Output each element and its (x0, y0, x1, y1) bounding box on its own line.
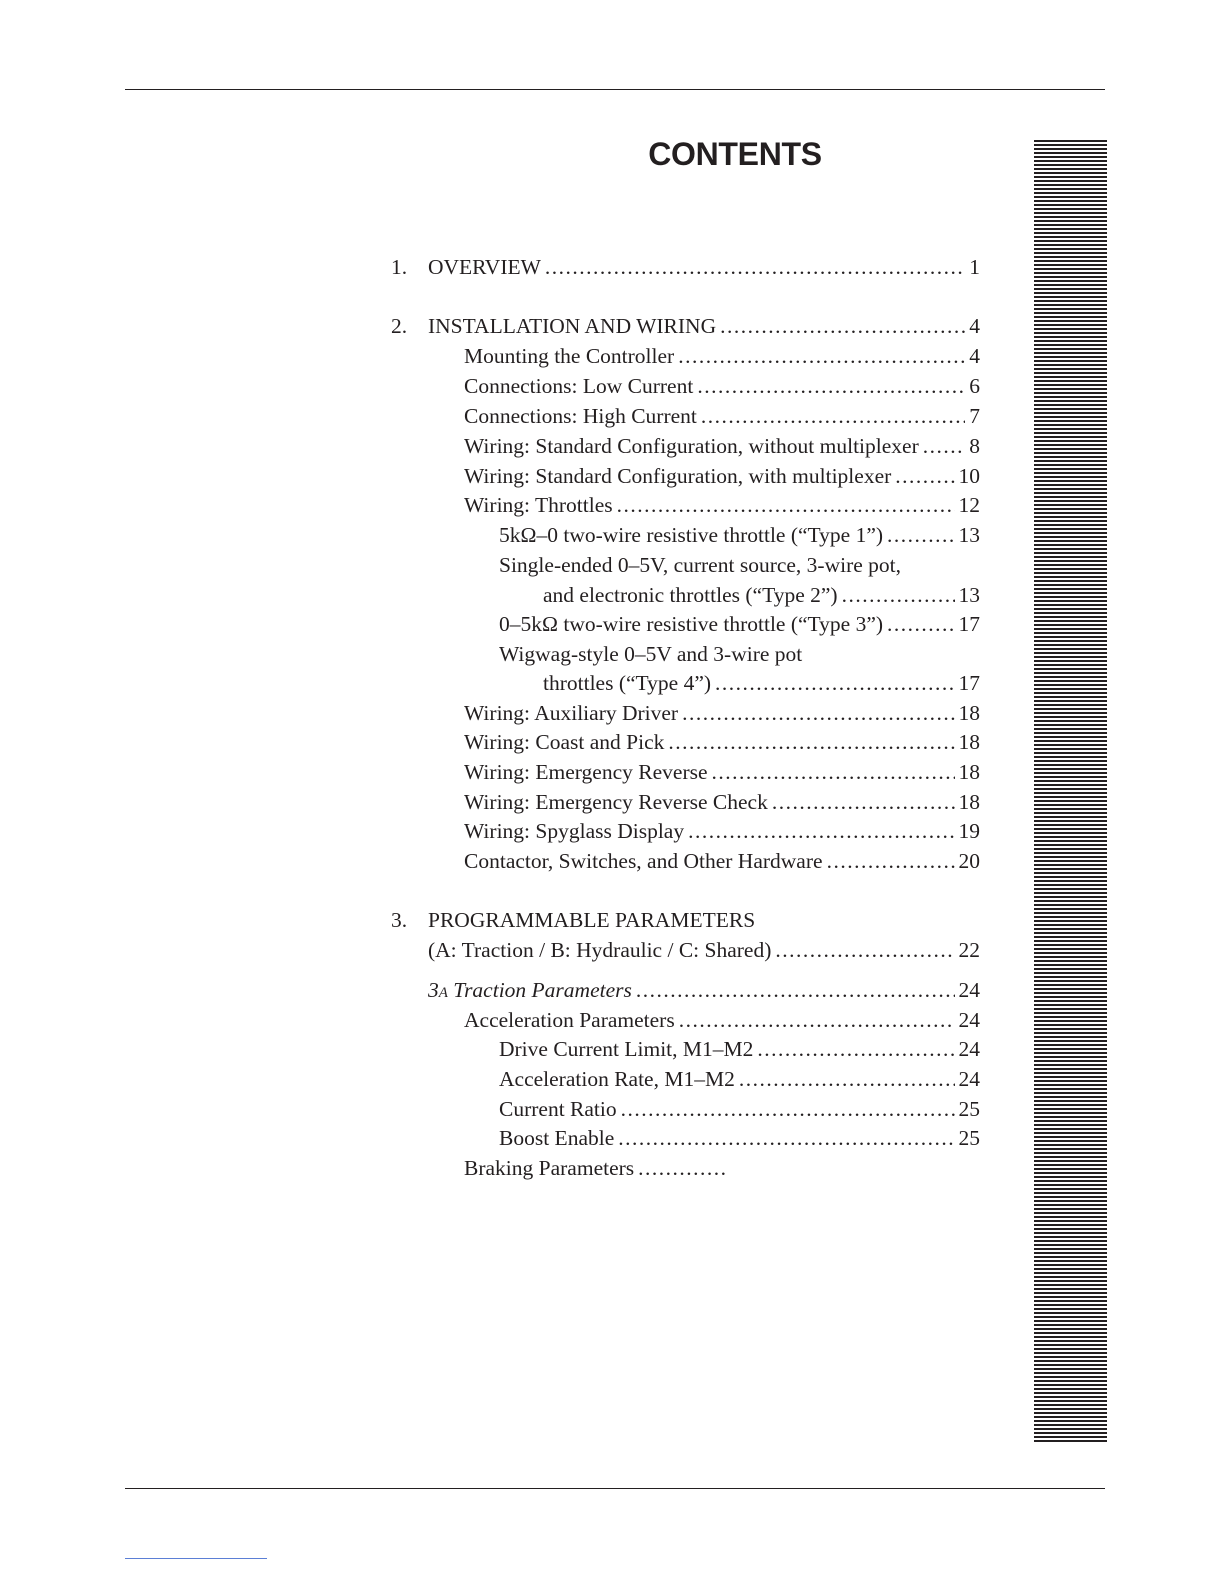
toc-entry-label: Current Ratio (499, 1097, 617, 1121)
toc-entry-label: and electronic throttles (“Type 2”) (543, 583, 838, 607)
dot-leader (678, 341, 965, 371)
toc-page-number: 25 (958, 1097, 980, 1121)
dot-leader (887, 609, 954, 639)
toc-entry[interactable] (464, 490, 980, 520)
toc-entry[interactable] (464, 1005, 980, 1035)
toc-entry[interactable] (499, 1034, 980, 1064)
toc-entry-label: Acceleration Rate, M1–M2 (499, 1067, 735, 1091)
toc-page-number: 4 (969, 314, 980, 338)
section-prefix: 3 (428, 978, 439, 1002)
toc-page-number: 24 (958, 1067, 980, 1091)
dot-leader (895, 461, 954, 491)
toc-entry-label: Braking Parameters (464, 1156, 635, 1180)
toc-page-number: 24 (958, 1008, 980, 1032)
dot-leader (842, 580, 955, 610)
toc-page-number: 24 (958, 978, 980, 1002)
toc-page-number: 1 (969, 255, 980, 279)
bottom-rule (125, 1488, 1105, 1489)
toc-entry[interactable] (464, 816, 980, 846)
toc-entry-label: Connections: High Current (464, 404, 697, 428)
dot-leader (617, 490, 955, 520)
toc-entry[interactable] (464, 1153, 730, 1183)
toc-page-number: 13 (958, 523, 980, 547)
dot-leader (720, 311, 965, 341)
toc-page-number: 22 (958, 938, 980, 962)
toc-entry-label: 0–5kΩ two-wire resistive throttle (“Type 3”) (499, 612, 884, 636)
toc-entry[interactable] (464, 846, 980, 876)
toc-entry-label: Wiring: Standard Configuration, without multiplexer (464, 434, 919, 458)
toc-page-number: 8 (969, 434, 980, 458)
toc-entry-label: Mounting the Controller (464, 344, 675, 368)
dot-leader (775, 935, 954, 965)
toc-entry[interactable] (464, 787, 980, 817)
toc-entry[interactable] (499, 1064, 980, 1094)
dot-leader (757, 1034, 954, 1064)
toc-entry[interactable] (464, 401, 980, 431)
toc-page-number: 19 (958, 819, 980, 843)
section-prefix-sc: A (438, 985, 448, 1001)
toc-entry[interactable] (543, 580, 980, 610)
dot-leader (887, 520, 954, 550)
dot-leader (668, 727, 954, 757)
dot-leader (697, 371, 965, 401)
toc-entry-label: Drive Current Limit, M1–M2 (499, 1037, 754, 1061)
page-title: CONTENTS (648, 136, 822, 172)
footer-link-underline (125, 1558, 267, 1559)
dot-leader (638, 1153, 726, 1183)
toc-entry[interactable] (464, 341, 980, 371)
toc-entry-label: Contactor, Switches, and Other Hardware (464, 849, 823, 873)
toc-entry-line1 (499, 550, 901, 580)
toc-entry[interactable] (499, 1094, 980, 1124)
toc-entry-label: Wiring: Emergency Reverse Check (464, 790, 768, 814)
toc-entry[interactable] (499, 520, 980, 550)
toc-entry[interactable] (464, 727, 980, 757)
toc-entry-programmable-sub[interactable] (428, 935, 980, 965)
toc-entry-label: throttles (“Type 4”) (543, 671, 712, 695)
toc-entry[interactable] (499, 609, 980, 639)
dot-leader (712, 757, 955, 787)
toc-page-number: 17 (958, 612, 980, 636)
toc-entry-programmable (428, 905, 755, 935)
dot-leader (701, 401, 965, 431)
toc-entry-label: PROGRAMMABLE PARAMETERS (428, 908, 756, 932)
section-number: 1. (391, 255, 408, 279)
toc-page-number: 10 (958, 464, 980, 488)
dot-leader (679, 1005, 955, 1035)
toc-entry-line1 (499, 639, 802, 669)
toc-page-number: 17 (958, 671, 980, 695)
section-number: 2. (391, 314, 408, 338)
toc-entry[interactable] (464, 371, 980, 401)
dot-leader (739, 1064, 955, 1094)
toc-entry-label: (A: Traction / B: Hydraulic / C: Shared) (428, 938, 772, 962)
toc-page-number: 24 (958, 1037, 980, 1061)
toc-entry-installation[interactable] (428, 311, 980, 341)
toc-entry[interactable] (499, 1123, 980, 1153)
toc-page-number: 25 (958, 1126, 980, 1150)
dot-leader (772, 787, 955, 817)
toc-entry-label: Wiring: Coast and Pick (464, 730, 665, 754)
toc-entry-traction[interactable] (428, 975, 980, 1005)
section-title: Traction Parameters (453, 978, 632, 1002)
dot-leader (636, 975, 955, 1005)
toc-page-number: 18 (958, 701, 980, 725)
toc-entry-label: Acceleration Parameters (464, 1008, 675, 1032)
dot-leader (621, 1094, 955, 1124)
dot-leader (618, 1123, 954, 1153)
toc-page-number: 13 (958, 583, 980, 607)
toc-entry-label: 5kΩ–0 two-wire resistive throttle (“Type 1”) (499, 523, 884, 547)
toc-entry[interactable] (464, 757, 980, 787)
toc-page-number: 18 (958, 760, 980, 784)
toc-entry[interactable] (464, 431, 980, 461)
dot-leader (923, 431, 966, 461)
toc-page-number: 6 (969, 374, 980, 398)
toc-entry-label: Wiring: Standard Configuration, with multiplexer (464, 464, 892, 488)
dot-leader (682, 698, 954, 728)
toc-entry-label: Wiring: Auxiliary Driver (464, 701, 679, 725)
toc-entry-label: Boost Enable (499, 1126, 615, 1150)
section-thumb-tab (1034, 140, 1107, 1443)
toc-entry-overview[interactable] (428, 252, 980, 282)
section-number: 3. (391, 908, 408, 932)
toc-page-number: 12 (958, 493, 980, 517)
toc-entry[interactable] (464, 698, 980, 728)
toc-entry-label: Wigwag-style 0–5V and 3-wire pot (499, 642, 803, 666)
toc-entry-label (428, 975, 632, 1008)
toc-entry-label: Wiring: Spyglass Display (464, 819, 685, 843)
toc-page-number: 4 (969, 344, 980, 368)
toc-entry-label: Wiring: Throttles (464, 493, 613, 517)
toc-entry[interactable] (464, 461, 980, 491)
toc-entry-label: Wiring: Emergency Reverse (464, 760, 708, 784)
dot-leader (827, 846, 955, 876)
toc-page-number: 18 (958, 790, 980, 814)
toc-entry-label: Single-ended 0–5V, current source, 3-wire pot, (499, 553, 902, 577)
toc-page-number: 20 (958, 849, 980, 873)
toc-entry-label: INSTALLATION AND WIRING (428, 314, 717, 338)
dot-leader (545, 252, 965, 282)
dot-leader (688, 816, 954, 846)
toc-page-number: 7 (969, 404, 980, 428)
dot-leader (715, 668, 954, 698)
toc-entry[interactable] (543, 668, 980, 698)
toc-page-number: 18 (958, 730, 980, 754)
toc-entry-label: OVERVIEW (428, 255, 541, 279)
toc-entry-label: Connections: Low Current (464, 374, 694, 398)
